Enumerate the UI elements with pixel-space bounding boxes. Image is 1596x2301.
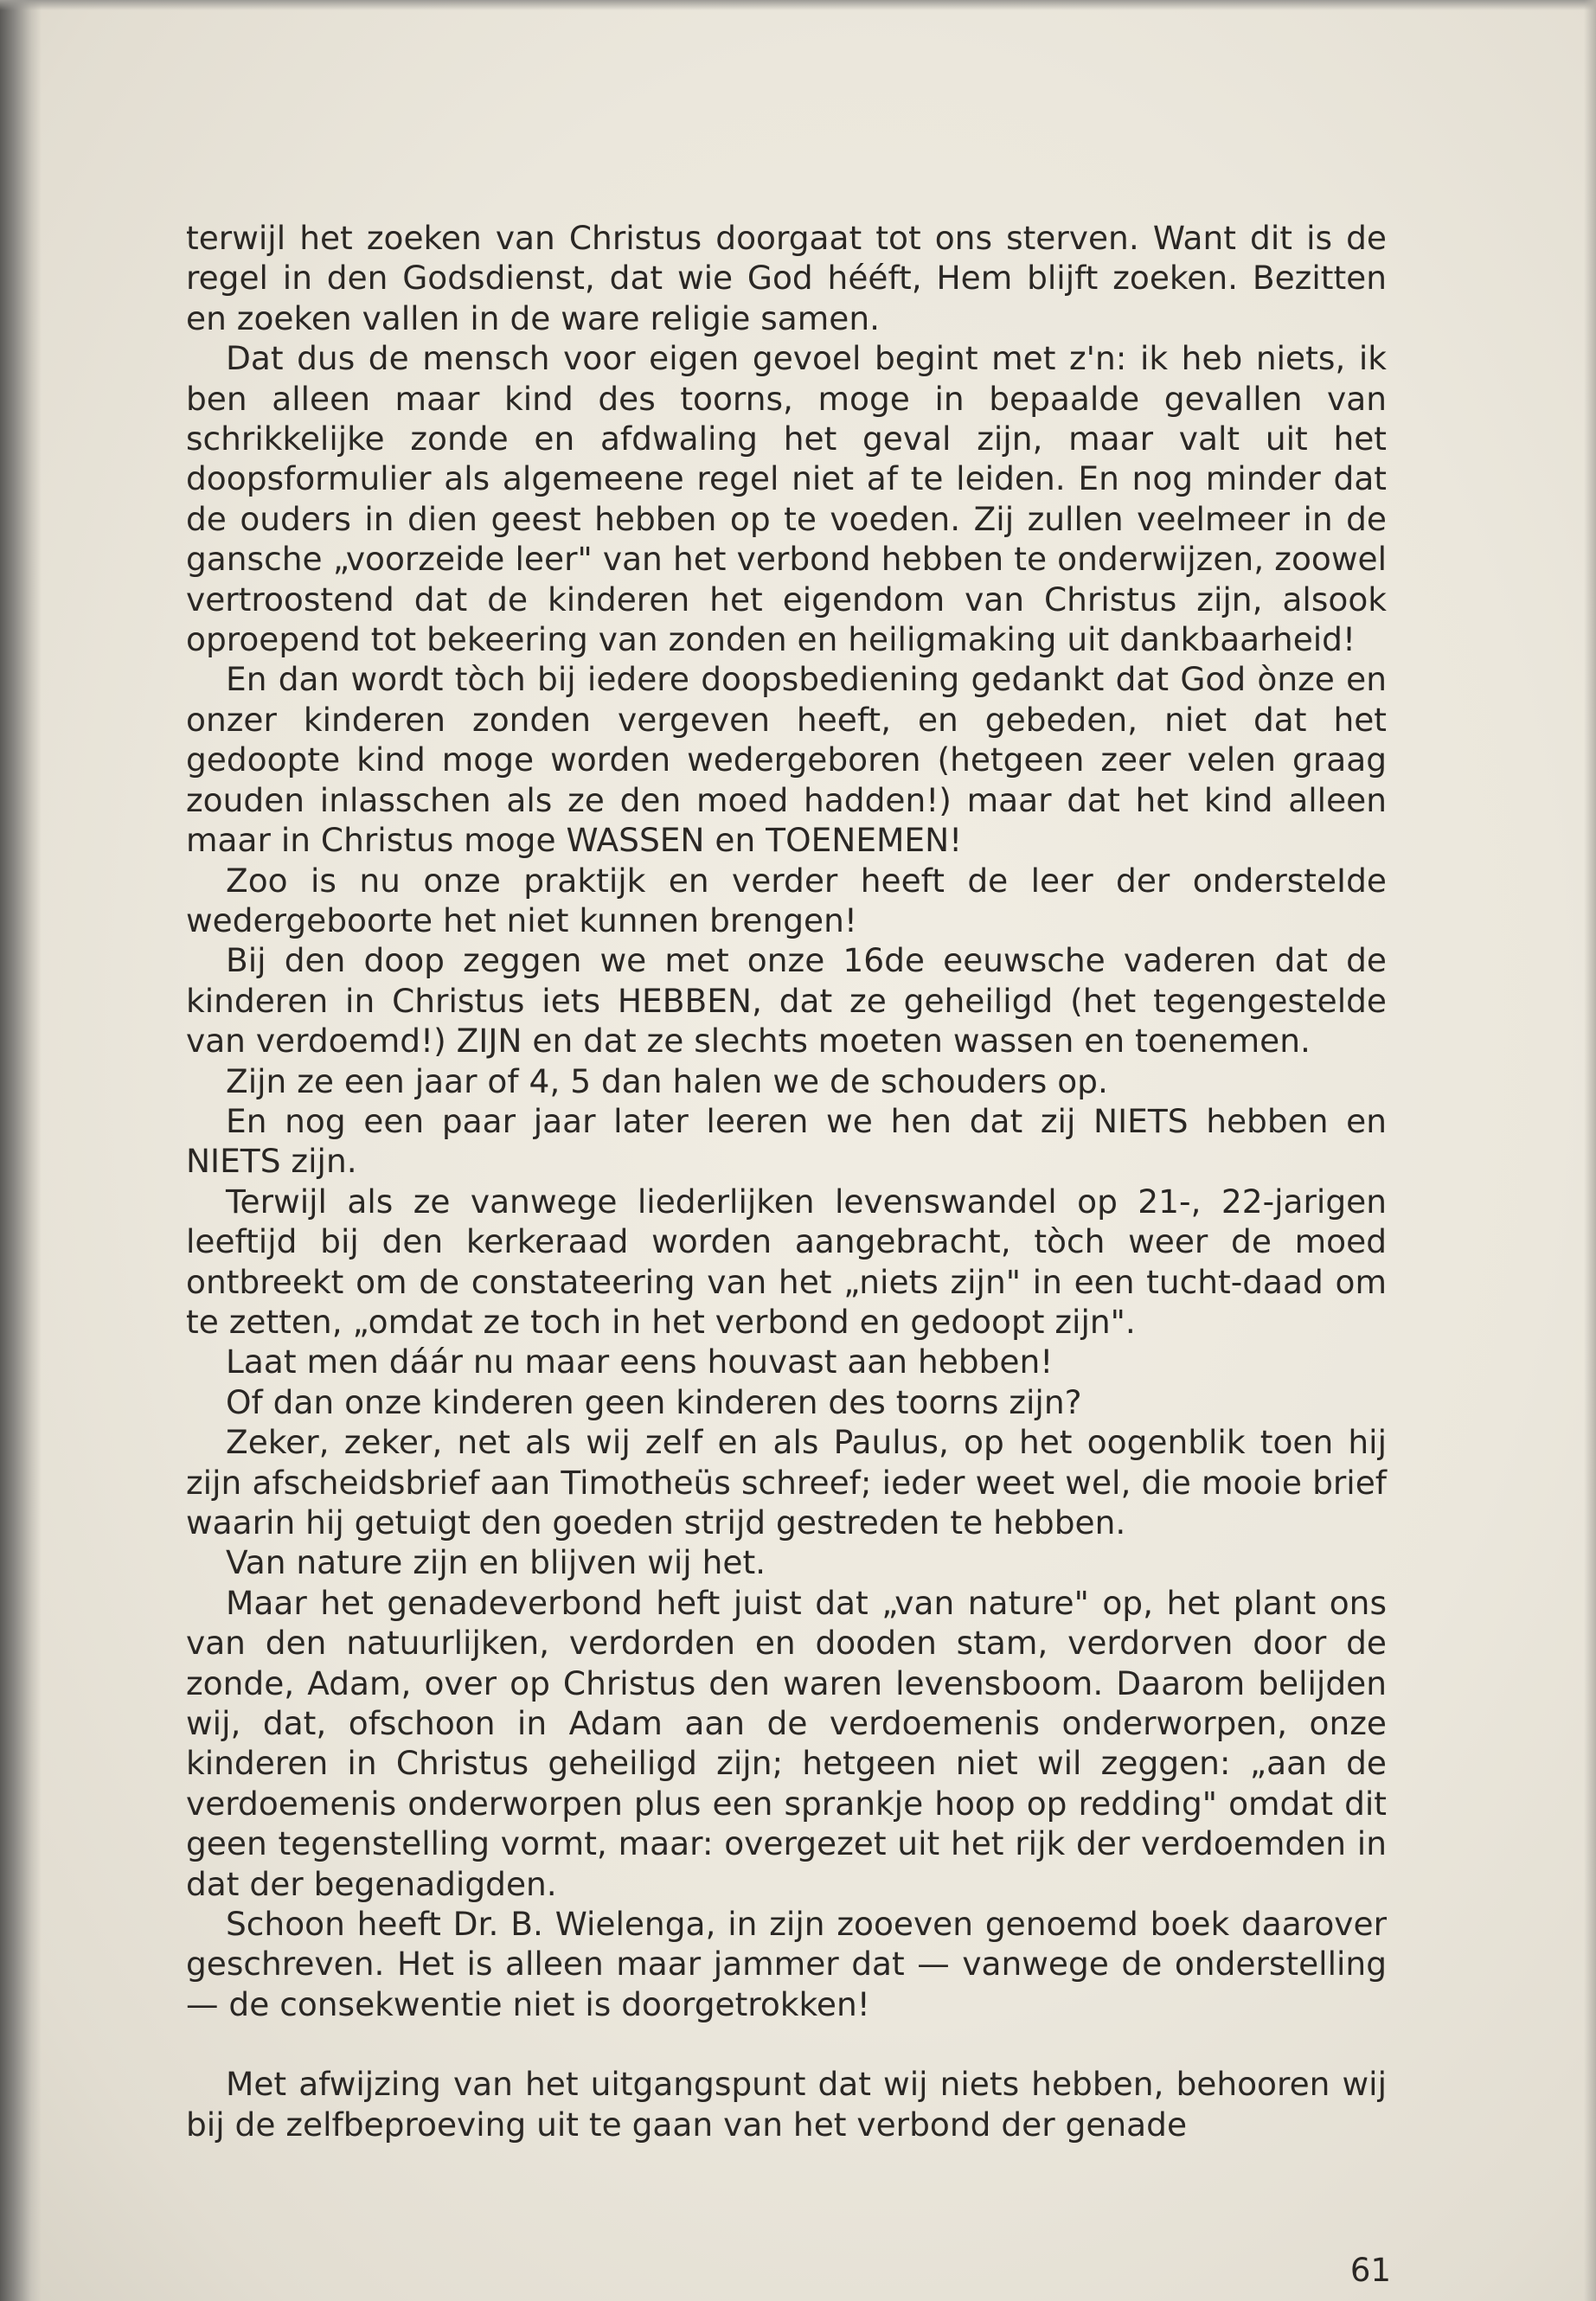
page-right-edge (1584, 0, 1596, 2301)
paragraph: Zeker, zeker, net als wij zelf en als Paulus, op het oogenblik toen hij zijn afscheidsbrief aan Timotheüs schreef; ieder weet wel, die mooie brief waarin hij getuigt den goeden strijd gestreden te hebben. (186, 1423, 1387, 1541)
paragraph: En dan wordt tòch bij iedere doopsbediening gedankt dat God ònze en onzer kinderen zonden vergeven heeft, en gebeden, niet dat het gedoopte kind moge worden wedergeboren (hetgeen zeer velen graag zouden inlasschen als ze den moed hadden!) maar dat het kind alleen maar in Christus moge WASSEN en TOENEMEN! (186, 660, 1387, 860)
paragraph: Terwijl als ze vanwege liederlijken levenswandel op 21-, 22-jarigen leeftijd bij den kerkeraad worden aangebracht, tòch weer de moed ontbreekt om de constateering van het „niets zijn" in een tucht-daad om te zetten, „omdat ze toch in het verbond en gedoopt zijn". (186, 1182, 1387, 1341)
paragraph: Van nature zijn en blijven wij het. (226, 1543, 766, 1582)
paragraph: Bij den doop zeggen we met onze 16de eeuwsche vaderen dat de kinderen in Christus iets HEBBEN, dat ze geheiligd (het tegengestelde van verdoemd!) ZIJN en dat ze slechts moeten wassen en toenemen. (186, 941, 1387, 1061)
paragraph: Dat dus de mensch voor eigen gevoel begint met z'n: ik heb niets, ik ben alleen maar kind des toorns, moge in bepaalde gevallen van schrikkelijke zonde en afdwaling het geval zijn, maar valt uit het doopsformulier als algemeene regel niet af te leiden. En nog minder dat de ouders in dien geest hebben op te voeden. Zij zullen veelmeer in de gansche „voorzeide leer" van het verbond hebben te onderwijzen, zoowel vertroostend dat de kinderen het eigendom van Christus zijn, alsook oproepend tot bekeering van zonden en heiligmaking uit dankbaarheid! (186, 339, 1387, 659)
paragraph: Zijn ze een jaar of 4, 5 dan halen we de schouders op. (226, 1061, 1108, 1100)
paragraph: Laat men dáár nu maar eens houvast aan hebben! (226, 1343, 1054, 1381)
body-text (186, 218, 1387, 2144)
paragraph: Zoo is nu onze praktijk en verder heeft de leer der ondersteIde wedergeboorte het niet kunnen brengen! (186, 861, 1387, 939)
paragraph: Schoon heeft Dr. B. Wielenga, in zijn zooeven genoemd boek daarover geschreven. Het is alleen maar jammer dat — vanwege de onderstelling — de consekwentie niet is doorgetrokken! (186, 1905, 1387, 2023)
paragraph: Met afwijzing van het uitgangspunt dat wij niets hebben, behooren wij bij de zelfbeproeving uit te gaan van het verbond der genade (186, 2065, 1387, 2144)
paragraph: En nog een paar jaar later leeren we hen dat zij NIETS hebben en NIETS zijn. (186, 1101, 1387, 1181)
page-number: 61 (1349, 2252, 1391, 2289)
paragraph: Maar het genadeverbond heft juist dat „van nature" op, het plant ons van den natuurlijken, verdorden en dooden stam, verdorven door de zonde, Adam, over op Christus den waren levensboom. Daarom belijden wij, dat, ofschoon in Adam aan de verdoemenis onderworpen, onze kinderen in Christus geheiligd zijn; hetgeen niet wil zeggen: „aan de verdoemenis onderworpen plus een sprankje hoop op redding" omdat dit geen tegenstelling vormt, maar: overgezet uit het rijk der verdoemden in dat der begenadigden. (186, 1583, 1387, 1903)
paragraph: terwijl het zoeken van Christus doorgaat tot ons sterven. Want dit is de regel in den Godsdienst, dat wie God hééft, Hem blijft zoeken. Bezitten en zoeken vallen in de ware religie samen. (186, 219, 1387, 337)
paragraph: Of dan onze kinderen geen kinderen des toorns zijn? (226, 1382, 1082, 1421)
page-top-edge (0, 0, 1596, 10)
paragraph-gap (186, 2024, 1387, 2064)
book-spine-shadow (0, 0, 42, 2301)
